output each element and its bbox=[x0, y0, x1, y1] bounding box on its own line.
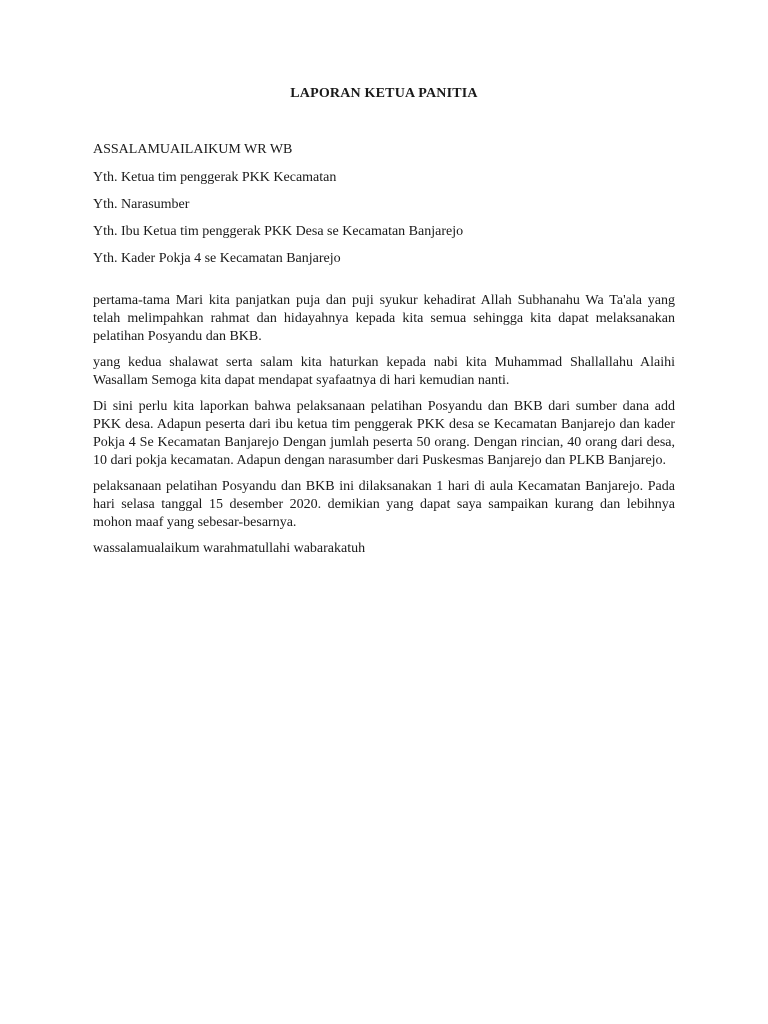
body-paragraph: pertama-tama Mari kita panjatkan puja dan puji syukur kehadirat Allah Subhanahu Wa Ta'ala yang telah melimpahkan rahmat dan hidayahnya kepada kita semua sehingga kita dapat melaksanakan pelatihan Posyandu dan BKB. bbox=[93, 293, 675, 344]
recipient-item: Yth. Ketua tim penggerak PKK Kecamatan bbox=[93, 170, 337, 185]
recipient-item: Yth. Kader Pokja 4 se Kecamatan Banjarejo bbox=[93, 251, 341, 266]
recipient-list bbox=[93, 169, 675, 268]
document-content bbox=[93, 141, 675, 566]
body-paragraph: Di sini perlu kita laporkan bahwa pelaksanaan pelatihan Posyandu dan BKB dari sumber dana add PKK desa. Adapun peserta dari ibu ketua tim penggerak PKK desa se Kecamatan Banjarejo dan kader Pokja 4 Se Kecamatan Banjarejo Dengan jumlah peserta 50 orang. Dengan rincian, 40 orang dari desa, 10 dari pokja kecamatan. Adapun dengan narasumber dari Puskesmas Banjarejo dan PLKB Banjarejo. bbox=[93, 399, 675, 468]
closing-greeting: wassalamualaikum warahmatullahi wabarakatuh bbox=[93, 541, 366, 556]
salutation: ASSALAMUAILAIKUM WR WB bbox=[93, 142, 293, 157]
recipient-item: Yth. Ibu Ketua tim penggerak PKK Desa se Kecamatan Banjarejo bbox=[93, 224, 464, 239]
body-paragraph: pelaksanaan pelatihan Posyandu dan BKB ini dilaksanakan 1 hari di aula Kecamatan Banjarejo. Pada hari selasa tanggal 15 desember 2020. demikian yang dapat saya sampaikan kurang dan lebihnya mohon maaf yang sebesar-besarnya. bbox=[93, 479, 675, 530]
body-paragraph: yang kedua shalawat serta salam kita haturkan kepada nabi kita Muhammad Shallallahu Alaihi Wasallam Semoga kita dapat mendapat syafaatnya di hari kemudian nanti. bbox=[93, 355, 675, 388]
document-title: LAPORAN KETUA PANITIA bbox=[290, 86, 478, 101]
recipient-item: Yth. Narasumber bbox=[93, 197, 190, 212]
body-paragraphs bbox=[93, 292, 675, 558]
